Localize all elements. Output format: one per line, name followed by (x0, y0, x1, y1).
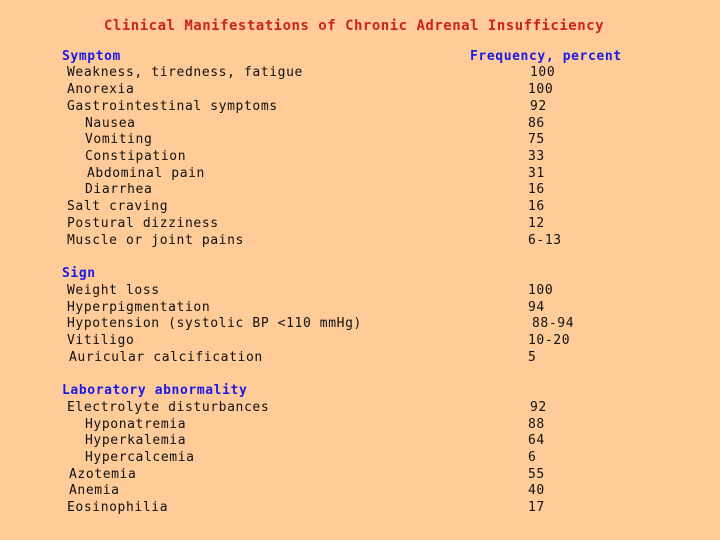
row-value: 33 (528, 149, 545, 164)
section-header-label: Laboratory abnormality (62, 383, 248, 398)
table-row (0, 98, 720, 115)
row-label: Weight loss (67, 283, 160, 298)
row-value: 92 (530, 400, 547, 415)
row-label: Hypercalcemia (85, 450, 195, 465)
row-value: 12 (528, 216, 545, 231)
row-value: 6 (528, 450, 537, 465)
row-value: 86 (528, 116, 545, 131)
row-label: Azotemia (69, 467, 137, 482)
table-row (0, 282, 720, 299)
row-label: Salt craving (67, 199, 169, 214)
row-label: Diarrhea (85, 182, 153, 197)
table-row (0, 215, 720, 232)
row-value: 17 (528, 500, 545, 515)
table-row (0, 349, 720, 366)
row-value: 5 (528, 350, 537, 365)
table-row (0, 499, 720, 516)
section-header-sign (0, 265, 720, 282)
row-label: Weakness, tiredness, fatigue (67, 65, 303, 80)
row-value: 6-13 (528, 233, 562, 248)
section-header-laboratory (0, 382, 720, 399)
table-row (0, 482, 720, 499)
table-row (0, 181, 720, 198)
row-value: 100 (528, 82, 554, 97)
row-label: Abdominal pain (87, 166, 205, 181)
row-value: 75 (528, 132, 545, 147)
row-value: 40 (528, 483, 545, 498)
section-header-label: Symptom (62, 49, 121, 64)
frequency-column-header: Frequency, percent (470, 49, 622, 64)
table-row (0, 64, 720, 81)
table-row (0, 81, 720, 98)
table-row (0, 115, 720, 132)
row-value: 16 (528, 182, 545, 197)
table-row (0, 299, 720, 316)
table-row (0, 232, 720, 249)
table-row (0, 399, 720, 416)
row-label: Anemia (69, 483, 120, 498)
row-label: Gastrointestinal symptoms (67, 99, 278, 114)
row-value: 100 (530, 65, 556, 80)
table-row (0, 332, 720, 349)
row-label: Hypotension (systolic BP <110 mmHg) (67, 316, 362, 331)
row-value: 10-20 (528, 333, 571, 348)
table-row (0, 315, 720, 332)
row-label: Nausea (85, 116, 136, 131)
section-header-symptom (0, 48, 720, 65)
row-label: Hyperpigmentation (67, 300, 211, 315)
row-label: Vitiligo (67, 333, 135, 348)
table-row (0, 416, 720, 433)
section-header-label: Sign (62, 266, 96, 281)
row-label: Eosinophilia (67, 500, 169, 515)
row-value: 100 (528, 283, 554, 298)
row-value: 64 (528, 433, 545, 448)
row-label: Postural dizziness (67, 216, 219, 231)
row-label: Hyperkalemia (85, 433, 187, 448)
row-value: 92 (530, 99, 547, 114)
slide-title: Clinical Manifestations of Chronic Adrenal Insufficiency (104, 18, 605, 34)
table-row (0, 165, 720, 182)
row-value: 94 (528, 300, 545, 315)
table-row (0, 432, 720, 449)
row-value: 88-94 (532, 316, 575, 331)
row-label: Auricular calcification (69, 350, 263, 365)
row-label: Constipation (85, 149, 187, 164)
row-label: Vomiting (85, 132, 153, 147)
row-value: 31 (528, 166, 545, 181)
table-row (0, 466, 720, 483)
row-value: 88 (528, 417, 545, 432)
row-label: Hyponatremia (85, 417, 187, 432)
row-label: Electrolyte disturbances (67, 400, 270, 415)
table-row (0, 198, 720, 215)
table-row (0, 148, 720, 165)
row-label: Muscle or joint pains (67, 233, 244, 248)
row-value: 55 (528, 467, 545, 482)
row-value: 16 (528, 199, 545, 214)
table-row (0, 131, 720, 148)
row-label: Anorexia (67, 82, 135, 97)
table-row (0, 449, 720, 466)
